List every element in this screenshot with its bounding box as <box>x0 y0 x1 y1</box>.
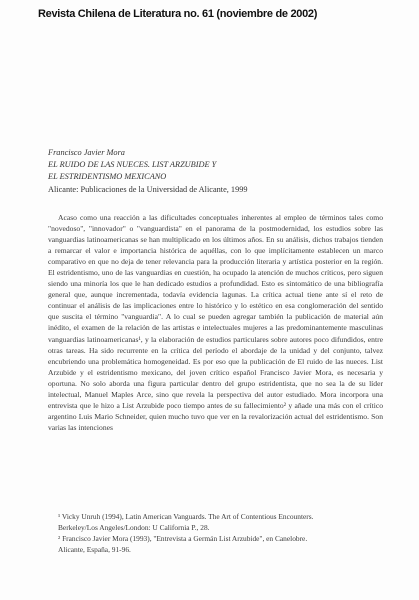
book-citation <box>48 147 378 196</box>
footnote-1 <box>48 512 383 533</box>
footnote-1-line2: Berkeley/Los Angeles/London: U California P., 28. <box>58 522 210 532</box>
review-paragraph: Acaso como una reacción a las dificultades conceptuales inherentes al empleo de términos tales como "novedoso", "innovador" o "vanguardista" en el panorama de la postmodernidad, los estudios sobre las vanguardias latinoamericanas se han multiplicado en los últimos años. En su análisis, dichos trabajos tienden a remarcar el valor e importancia histórica de aquéllas, con lo que implícitamente establecen un marco comparativo en que no deja de tener relevancia para la producción literaria y artística posterior en la región. El estridentismo, uno de las vanguardias en cuestión, ha ocupado la atención de muchos críticos, pero siguen siendo una minoría los que le han dedicado estudios a profundidad. Esto es sintomático de una bibliografía general que, aunque incrementada, todavía evidencia lagunas. La crítica actual tiene ante sí el reto de continuar el análisis de las implicaciones entre lo histórico y lo estético en esa conglomeración del sentido que suscita el término "vanguardia". A lo cual se pueden agregar también la publicación de material aún inédito, el examen de la relación de las artistas e intelectuales mujeres a las predominantemente masculinas vanguardias latinoamericanas¹, y la elaboración de estudios particulares sobre autores poco difundidos, entre otras tareas. Ha sido recurrente en la crítica del período el abordaje de la unidad y del conjunto, talvez encubriendo una problemática homogeneidad. Es por eso que la publicación de El ruido de las nueces. List Arzubide y el estridentismo mexicano, del joven crítico español Francisco Javier Mora, es necesaria y oportuna. No solo aborda una figura particular dentro del grupo estridentista, que no sea la de su líder intelectual, Manuel Maples Arce, sino que revela la perspectiva del autor estudiado. Mora incorpora una entrevista que le hizo a List Arzubide poco tiempo antes de su fallecimiento² y añade una más con el crítico argentino Luis Mario Schneider, quien mucho tuvo que ver en la revalorización actual del estridentismo. Son varias las intenciones <box>48 213 383 432</box>
footnote-2 <box>48 534 383 555</box>
book-title-line1: EL RUIDO DE LAS NUECES. LIST ARZUBIDE Y <box>48 160 217 170</box>
book-title-line2: EL ESTRIDENTISMO MEXICANO <box>48 172 167 182</box>
footnotes <box>48 512 383 556</box>
review-body <box>48 212 383 433</box>
footnote-2-line2: Alicante, España, 91-96. <box>58 544 131 554</box>
footnote-2-line1: ² Francisco Javier Mora (1993), "Entrevista a Germán List Arzubide", en Canelobre. <box>58 534 308 544</box>
book-publication: Alicante: Publicaciones de la Universidad de Alicante, 1999 <box>48 184 248 194</box>
footnote-1-line1: ¹ Vicky Unruh (1994), Latin American Vanguards. The Art of Contentious Encounters. <box>58 512 314 521</box>
running-head: Revista Chilena de Literatura no. 61 (noviembre de 2002) <box>38 8 318 20</box>
book-author: Francisco Javier Mora <box>48 148 125 157</box>
